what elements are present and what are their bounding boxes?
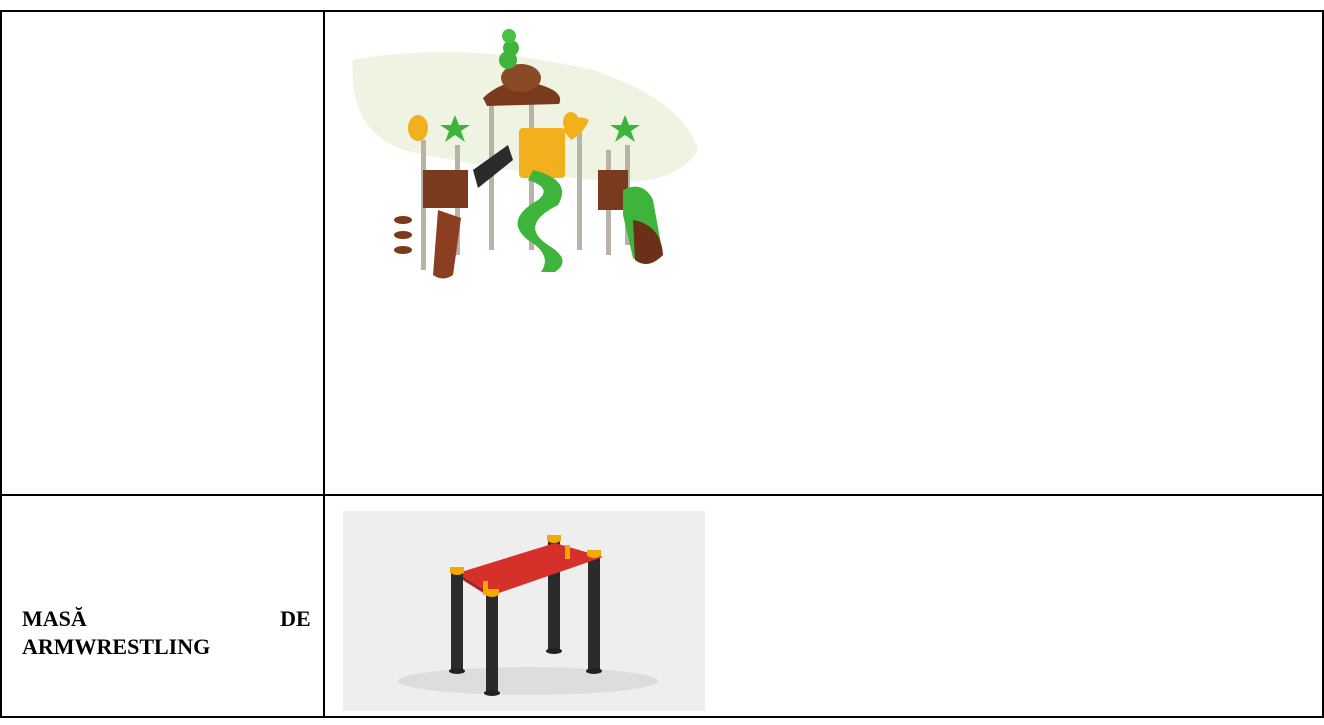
armwrestling-table-image [343,511,705,711]
image-cell-armwrestling [324,495,1323,717]
document-table [0,10,1324,718]
product-title-word1: MASĂ [22,606,87,631]
playground-structure-image [343,20,713,290]
image-cell-playground [324,11,1323,495]
product-title-word2: DE [280,606,311,631]
product-title-line1 [22,605,311,633]
product-title-line2: ARMWRESTLING [22,634,211,659]
label-cell-empty [1,11,324,495]
table-row-playground [1,11,1323,495]
label-cell-armwrestling [1,495,324,717]
product-title [2,605,323,661]
table-row-armwrestling [1,495,1323,717]
